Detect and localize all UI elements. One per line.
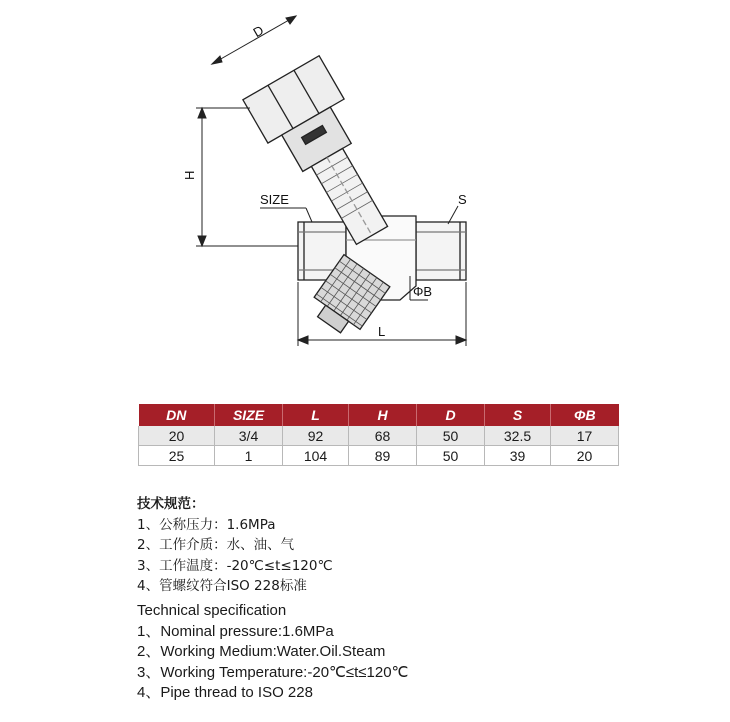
spec-item: 2、工作介质：水、油、气 bbox=[137, 537, 295, 553]
table-row bbox=[139, 446, 619, 466]
table-cell: 3/4 bbox=[215, 426, 283, 446]
table-cell: 17 bbox=[551, 426, 619, 446]
specs-english bbox=[137, 601, 408, 704]
table-cell: 32.5 bbox=[485, 426, 551, 446]
table-cell: 89 bbox=[349, 446, 417, 466]
spec-item: 3、Working Temperature:-20℃≤t≤120℃ bbox=[137, 663, 409, 681]
table-cell: 1 bbox=[215, 446, 283, 466]
spec-item: 1、Nominal pressure:1.6MPa bbox=[137, 622, 334, 640]
table-header-cell: ΦB bbox=[551, 404, 619, 426]
spec-item: 1、公称压力：1.6MPa bbox=[137, 516, 276, 533]
dimension-label-l: L bbox=[378, 324, 386, 339]
table-row bbox=[139, 426, 619, 446]
spec-item: 3、工作温度：-20℃≤t≤120℃ bbox=[137, 557, 333, 574]
spec-item: 2、Working Medium:Water.Oil.Steam bbox=[137, 643, 386, 660]
table-cell: 50 bbox=[417, 446, 485, 466]
table-header-cell: D bbox=[417, 404, 485, 426]
table-header-cell: SIZE bbox=[215, 404, 283, 426]
dimension-label-d: D bbox=[250, 22, 267, 41]
table-cell: 20 bbox=[551, 446, 619, 466]
spec-item: 4、Pipe thread to ISO 228 bbox=[137, 684, 313, 701]
table-cell: 25 bbox=[139, 446, 215, 466]
table-cell: 92 bbox=[283, 426, 349, 446]
table-cell: 104 bbox=[283, 446, 349, 466]
table-cell: 39 bbox=[485, 446, 551, 466]
table-header-cell: DN bbox=[139, 404, 215, 426]
specs-english-title: Technical specification bbox=[137, 602, 287, 619]
table-cell: 50 bbox=[417, 426, 485, 446]
dimension-label-b: ΦB bbox=[413, 284, 433, 299]
table-header-cell: H bbox=[349, 404, 417, 426]
table-cell: 20 bbox=[139, 426, 215, 446]
table-header-cell: L bbox=[283, 404, 349, 426]
table-cell: 68 bbox=[349, 426, 417, 446]
dimension-label-h: H bbox=[182, 170, 197, 180]
specs-chinese-title: 技术规范： bbox=[137, 496, 205, 512]
spec-item: 4、管螺纹符合ISO 228标准 bbox=[137, 578, 307, 594]
dimension-label-size: SIZE bbox=[260, 192, 289, 207]
specs-chinese bbox=[137, 494, 333, 597]
table-header-row bbox=[139, 404, 619, 426]
dimension-table bbox=[138, 404, 619, 466]
dimension-label-s: S bbox=[458, 192, 467, 207]
table-header-cell: S bbox=[485, 404, 551, 426]
